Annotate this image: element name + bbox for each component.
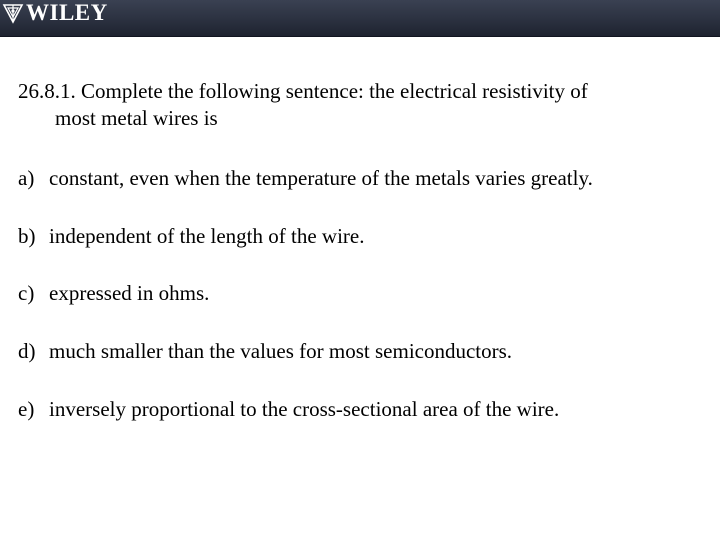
- option-text: independent of the length of the wire.: [49, 224, 365, 248]
- option-c: [18, 280, 209, 307]
- wiley-logo: [2, 1, 108, 25]
- option-letter: a): [18, 166, 35, 190]
- header-bar: [0, 0, 720, 37]
- option-a: [18, 165, 593, 192]
- option-text: inversely proportional to the cross-sectional area of the wire.: [49, 397, 560, 421]
- option-letter: c): [18, 281, 35, 305]
- option-text: much smaller than the values for most semiconductors.: [49, 339, 513, 363]
- question-line-1: 26.8.1. Complete the following sentence: the electrical resistivity of: [18, 79, 588, 103]
- option-text: constant, even when the temperature of the metals varies greatly.: [49, 166, 593, 190]
- option-text: expressed in ohms.: [49, 281, 210, 305]
- option-e: [18, 396, 559, 423]
- wiley-ornament-icon: [2, 2, 24, 24]
- option-letter: e): [18, 397, 35, 421]
- option-letter: d): [18, 339, 36, 363]
- option-b: [18, 223, 364, 250]
- question-text: [18, 78, 698, 132]
- option-letter: b): [18, 224, 36, 248]
- logo-text: WILEY: [26, 0, 108, 25]
- question-content: [18, 78, 698, 421]
- option-d: [18, 338, 512, 365]
- question-line-2: most metal wires is: [55, 106, 218, 130]
